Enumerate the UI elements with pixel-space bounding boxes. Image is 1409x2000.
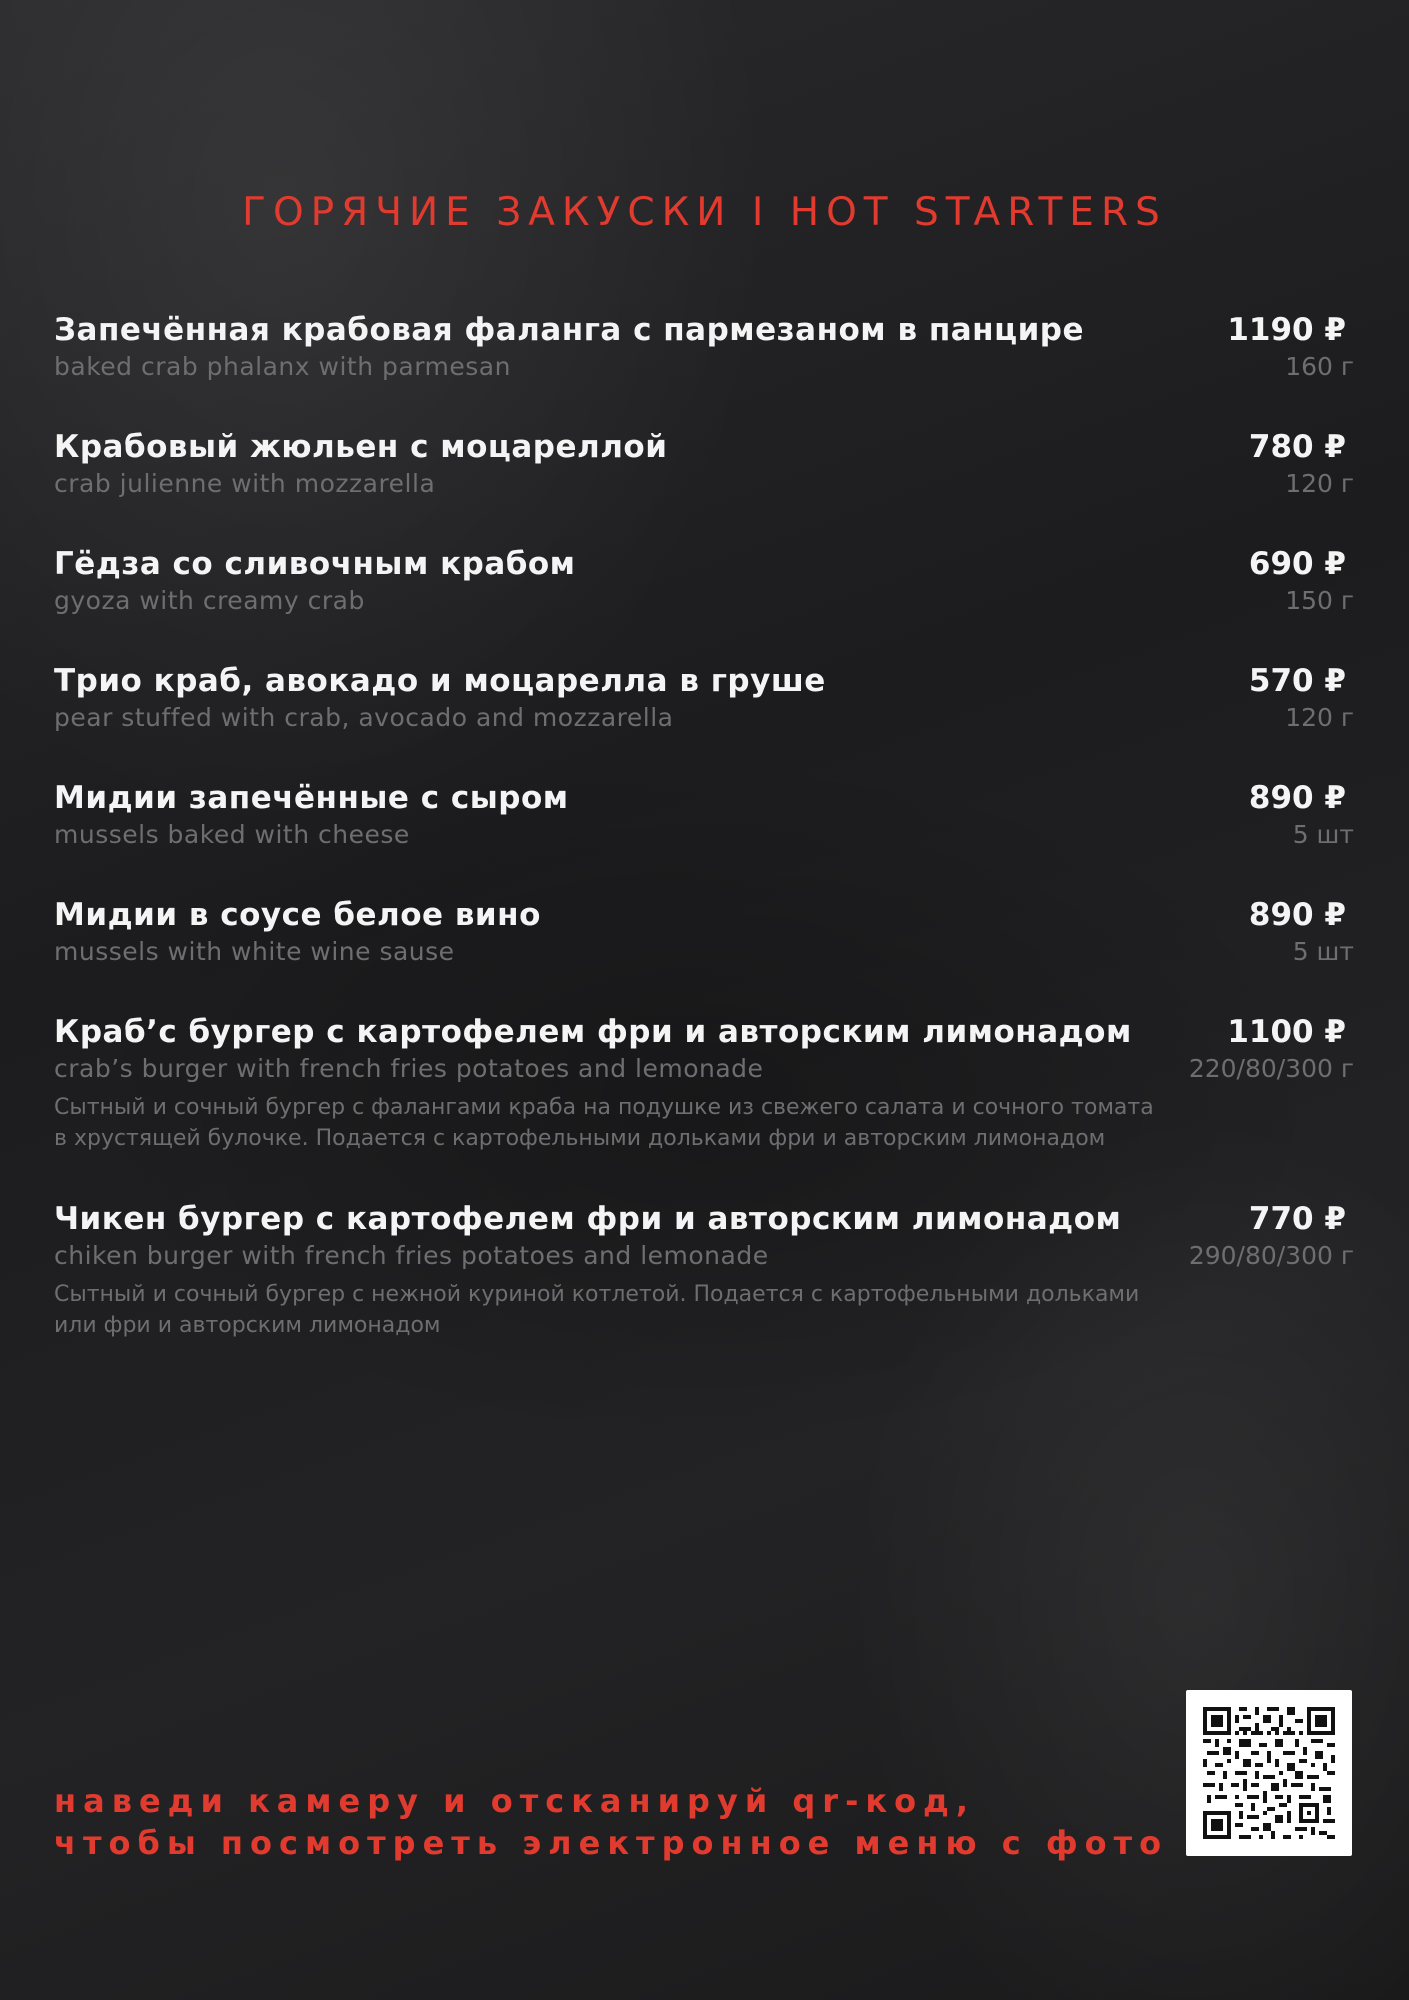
qr-code[interactable] <box>1186 1690 1352 1856</box>
item-name: Крабовый жюльен с моцареллой <box>54 429 668 465</box>
menu-list <box>54 310 1354 1341</box>
item-name-en: mussels with white wine sause <box>54 937 455 966</box>
item-weight: 290/80/300 г <box>1188 1241 1354 1270</box>
item-weight: 120 г <box>1285 469 1354 498</box>
item-weight: 5 шт <box>1292 937 1354 966</box>
item-price: 1190 ₽ <box>1227 312 1346 348</box>
item-weight: 5 шт <box>1292 820 1354 849</box>
menu-item <box>54 661 1354 735</box>
menu-item <box>54 427 1354 501</box>
menu-item <box>54 544 1354 618</box>
menu-item <box>54 310 1354 384</box>
item-description <box>54 1092 1344 1154</box>
item-price: 570 ₽ <box>1248 663 1346 699</box>
item-price: 1100 ₽ <box>1227 1014 1346 1050</box>
item-description-line: Сытный и сочный бургер с нежной куриной котлетой. Подается с картофельными дольками <box>54 1282 1140 1307</box>
item-name: Трио краб, авокадо и моцарелла в груше <box>54 663 826 699</box>
item-weight: 150 г <box>1285 586 1354 615</box>
item-name: Гёдза со сливочным крабом <box>54 546 576 582</box>
footer-line: наведи камеру и отсканируй qr-код, <box>54 1782 976 1820</box>
item-description-line: Сытный и сочный бургер с фалангами краба на подушке из свежего салата и сочного томата <box>54 1095 1154 1120</box>
item-name-en: gyoza with creamy crab <box>54 586 365 615</box>
item-name: Мидии запечённые с сыром <box>54 780 569 816</box>
item-name: Мидии в соусе белое вино <box>54 897 541 933</box>
item-name-en: mussels baked with cheese <box>54 820 410 849</box>
item-name: Краб’с бургер с картофелем фри и авторским лимонадом <box>54 1014 1132 1050</box>
item-name-en: pear stuffed with crab, avocado and mozzarella <box>54 703 674 732</box>
item-name-en: crab’s burger with french fries potatoes and lemonade <box>54 1054 764 1083</box>
menu-item <box>54 778 1354 852</box>
qr-code-icon <box>1203 1707 1335 1839</box>
item-description-line: в хрустящей булочке. Подается с картофельными дольками фри и авторским лимонадом <box>54 1126 1106 1151</box>
item-price: 890 ₽ <box>1248 897 1346 933</box>
item-name-en: chiken burger with french fries potatoes and lemonade <box>54 1241 769 1270</box>
item-name: Запечённая крабовая фаланга с пармезаном в панцире <box>54 312 1085 348</box>
item-weight: 120 г <box>1285 703 1354 732</box>
menu-item <box>54 895 1354 969</box>
item-description <box>54 1279 1344 1341</box>
item-weight: 160 г <box>1285 352 1354 381</box>
page-title: ГОРЯЧИЕ ЗАКУСКИ I HOT STARTERS <box>242 190 1167 235</box>
item-description-line: или фри и авторским лимонадом <box>54 1313 441 1338</box>
item-price: 890 ₽ <box>1248 780 1346 816</box>
qr-call-to-action <box>54 1780 1168 1864</box>
item-name: Чикен бургер с картофелем фри и авторским лимонадом <box>54 1201 1122 1237</box>
item-name-en: crab julienne with mozzarella <box>54 469 436 498</box>
item-price: 770 ₽ <box>1248 1201 1346 1237</box>
footer-line: чтобы посмотреть электронное меню с фото <box>54 1824 1169 1862</box>
item-name-en: baked crab phalanx with parmesan <box>54 352 511 381</box>
menu-item <box>54 1012 1354 1154</box>
item-weight: 220/80/300 г <box>1188 1054 1354 1083</box>
menu-item <box>54 1199 1354 1341</box>
item-price: 780 ₽ <box>1248 429 1346 465</box>
item-price: 690 ₽ <box>1248 546 1346 582</box>
